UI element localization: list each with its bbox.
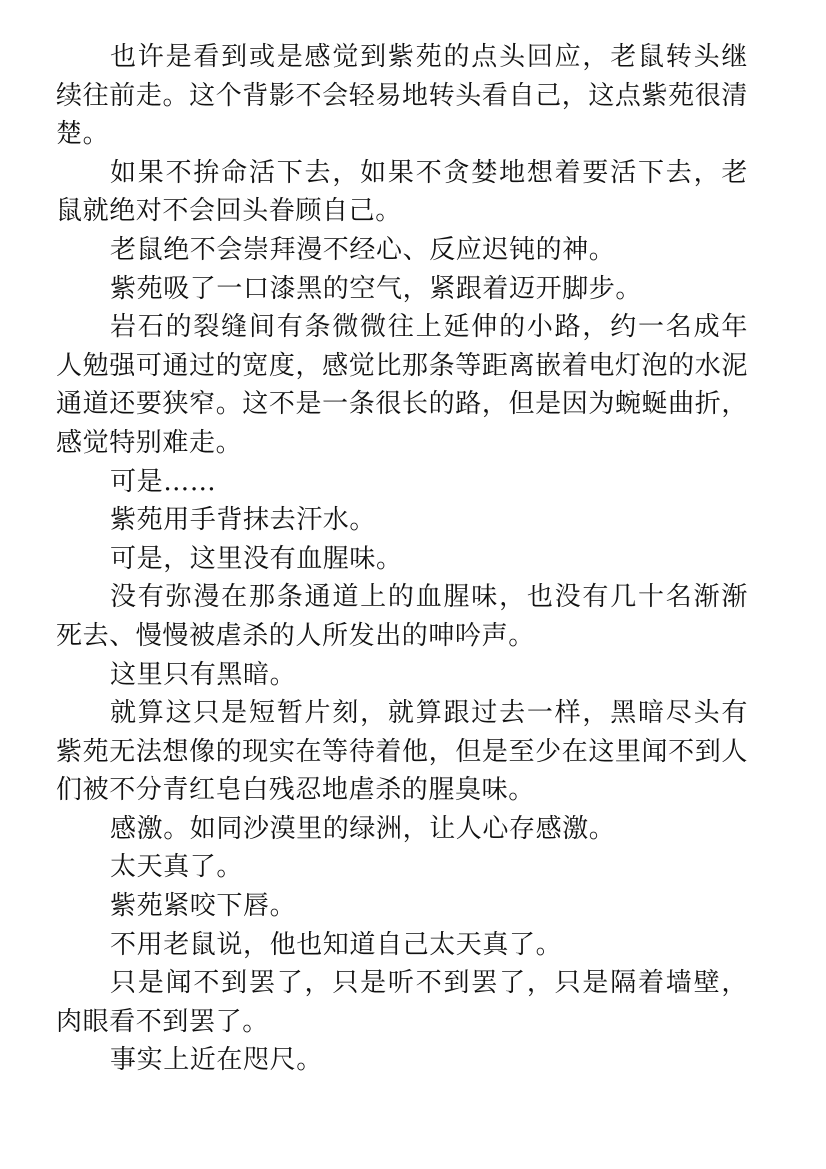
paragraph-10: 这里只有黑暗。 (110, 659, 297, 690)
paragraph-14: 紫苑紧咬下唇。 (110, 891, 297, 922)
paragraph-17: 事实上近在咫尺。 (110, 1045, 323, 1076)
paragraph-6: 可是…… (110, 466, 217, 497)
paragraph-12: 感激。如同沙漠里的绿洲，让人心存感激。 (110, 813, 616, 844)
paragraph-8: 可是，这里没有血腥味。 (110, 543, 403, 574)
paragraph-7: 紫苑用手背抹去汗水。 (110, 505, 377, 536)
paragraph-3: 老鼠绝不会崇拜漫不经心、反应迟钝的神。 (110, 234, 616, 265)
paragraph-9: 没有弥漫在那条通道上的血腥味，也没有几十名渐渐死去、慢慢被虐杀的人所发出的呻吟声。 (56, 582, 748, 651)
paragraph-11: 就算这只是短暂片刻，就算跟过去一样，黑暗尽头有紫苑无法想像的现实在等待着他，但是至少在这里闻不到人们被不分青红皂白残忍地虐杀的腥臭味。 (56, 698, 748, 806)
paragraph-15: 不用老鼠说，他也知道自己太天真了。 (110, 929, 563, 960)
paragraph-2: 如果不拚命活下去，如果不贪婪地想着要活下去，老鼠就绝对不会回头眷顾自己。 (56, 157, 748, 227)
paragraph-13: 太天真了。 (110, 852, 244, 883)
paragraph-1: 也许是看到或是感觉到紫苑的点头回应，老鼠转头继续往前走。这个背影不会轻易地转头看自己，这点紫苑很清楚。 (56, 42, 748, 150)
paragraph-5: 岩石的裂缝间有条微微往上延伸的小路，约一名成年人勉强可通过的宽度，感觉比那条等距离嵌着电灯泡的水泥通道还要狭窄。这不是一条很长的路，但是因为蜿蜒曲折，感觉特别难走。 (56, 312, 748, 458)
paragraph-4: 紫苑吸了一口漆黑的空气，紧跟着迈开脚步。 (110, 273, 643, 304)
text-body (56, 38, 748, 1080)
paragraph-16: 只是闻不到罢了，只是听不到罢了，只是隔着墙壁，肉眼看不到罢了。 (56, 968, 748, 1037)
